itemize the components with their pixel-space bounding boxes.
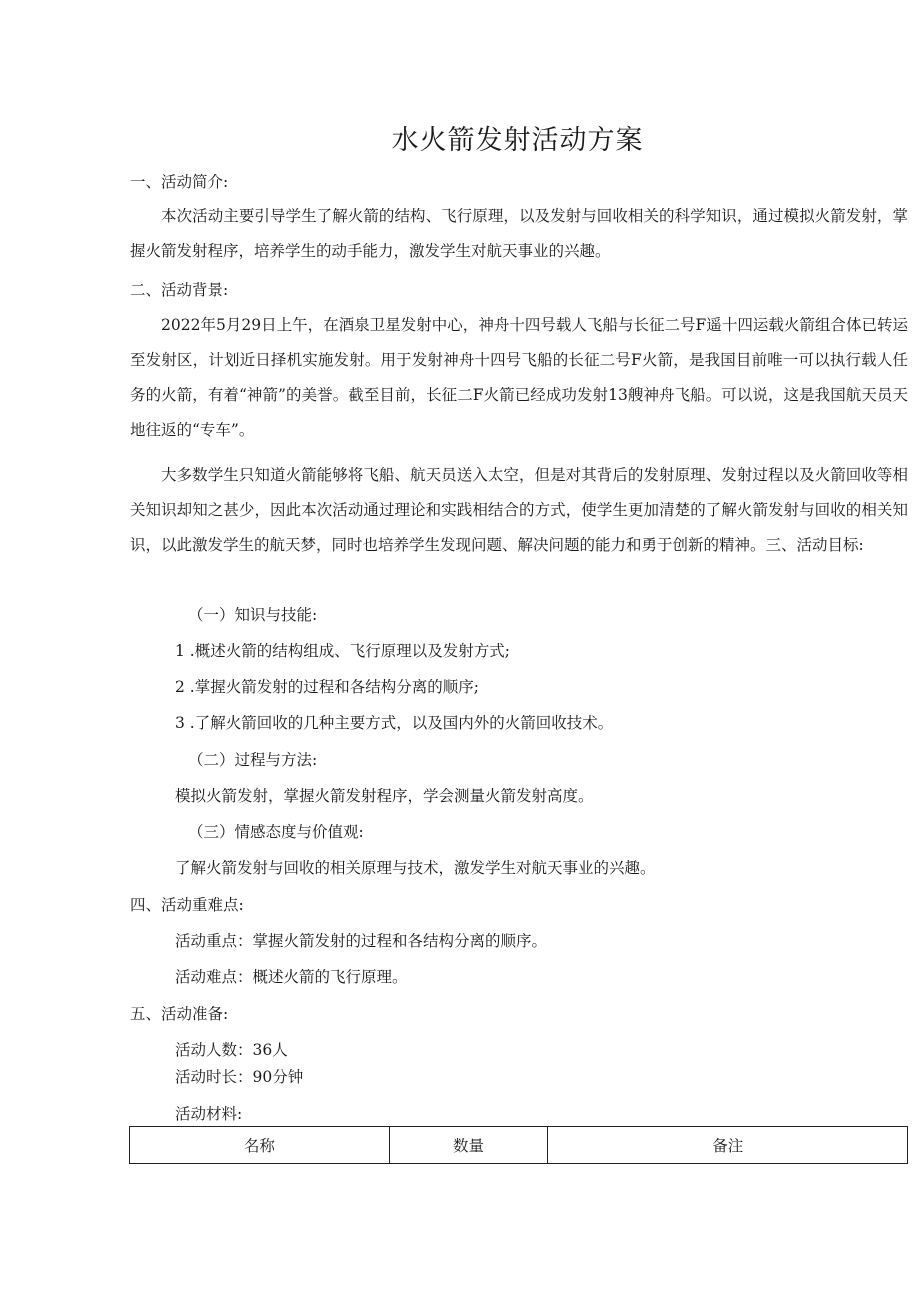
activity-duration: 活动时长：90分钟: [175, 1068, 304, 1086]
section-2-paragraph-1: 2022年5月29日上午，在酒泉卫星发射中心，神舟十四号载人飞船与长征二号F遥十四运载火箭组合体已转运至发射区，计划近日择机实施发射。用于发射神舟十四号飞船的长征二号F火箭，是我国目前唯一可以执行载人任务的火箭，有着“神箭”的美誉。截至目前，长征二F火箭已经成功发射13艘神舟飞船。可以说，这是我国航天员天地往返的“专车”。: [130, 316, 908, 439]
participant-count: 活动人数：36人: [175, 1041, 288, 1059]
objective-knowledge-heading: （一）知识与技能:: [188, 606, 318, 624]
table-header-row: [130, 1127, 908, 1164]
objective-process-heading: （二）过程与方法:: [188, 751, 318, 769]
materials-table: [129, 1126, 908, 1164]
objective-item-2: 2 .掌握火箭发射的过程和各结构分离的顺序;: [175, 678, 479, 696]
document-title: 水火箭发射活动方案: [391, 125, 644, 156]
column-header-remarks: 备注: [548, 1127, 908, 1164]
materials-label: 活动材料:: [175, 1105, 243, 1123]
objective-attitude-heading: （三）情感态度与价值观:: [188, 823, 364, 841]
key-point: 活动重点：掌握火箭发射的过程和各结构分离的顺序。: [175, 932, 548, 950]
section-4-heading: 四、活动重难点:: [130, 896, 244, 914]
column-header-name: 名称: [130, 1127, 390, 1164]
section-1-body: 本次活动主要引导学生了解火箭的结构、飞行原理，以及发射与回收相关的科学知识，通过模拟火箭发射，掌握火箭发射程序，培养学生的动手能力，激发学生对航天事业的兴趣。: [130, 207, 908, 260]
section-5-heading: 五、活动准备:: [130, 1005, 229, 1023]
objective-item-3: 3 .了解火箭回收的几种主要方式，以及国内外的火箭回收技术。: [175, 714, 614, 732]
section-2-heading: 二、活动背景:: [130, 281, 229, 299]
difficult-point: 活动难点：概述火箭的飞行原理。: [175, 968, 408, 986]
section-2-paragraph-2: 大多数学生只知道火箭能够将飞船、航天员送入太空，但是对其背后的发射原理、发射过程以及火箭回收等相关知识却知之甚少，因此本次活动通过理论和实践相结合的方式，使学生更加清楚的了解火箭发射与回收的相关知识，以此激发学生的航天梦，同时也培养学生发现问题、解决问题的能力和勇于创新的精神。三、活动目标:: [130, 466, 908, 554]
objective-item-1: 1 .概述火箭的结构组成、飞行原理以及发射方式;: [175, 642, 510, 660]
section-1-heading: 一、活动简介:: [130, 173, 229, 191]
column-header-quantity: 数量: [389, 1127, 548, 1164]
objective-process-body: 模拟火箭发射，掌握火箭发射程序，学会测量火箭发射高度。: [175, 787, 594, 805]
objective-attitude-body: 了解火箭发射与回收的相关原理与技术，激发学生对航天事业的兴趣。: [175, 859, 656, 877]
